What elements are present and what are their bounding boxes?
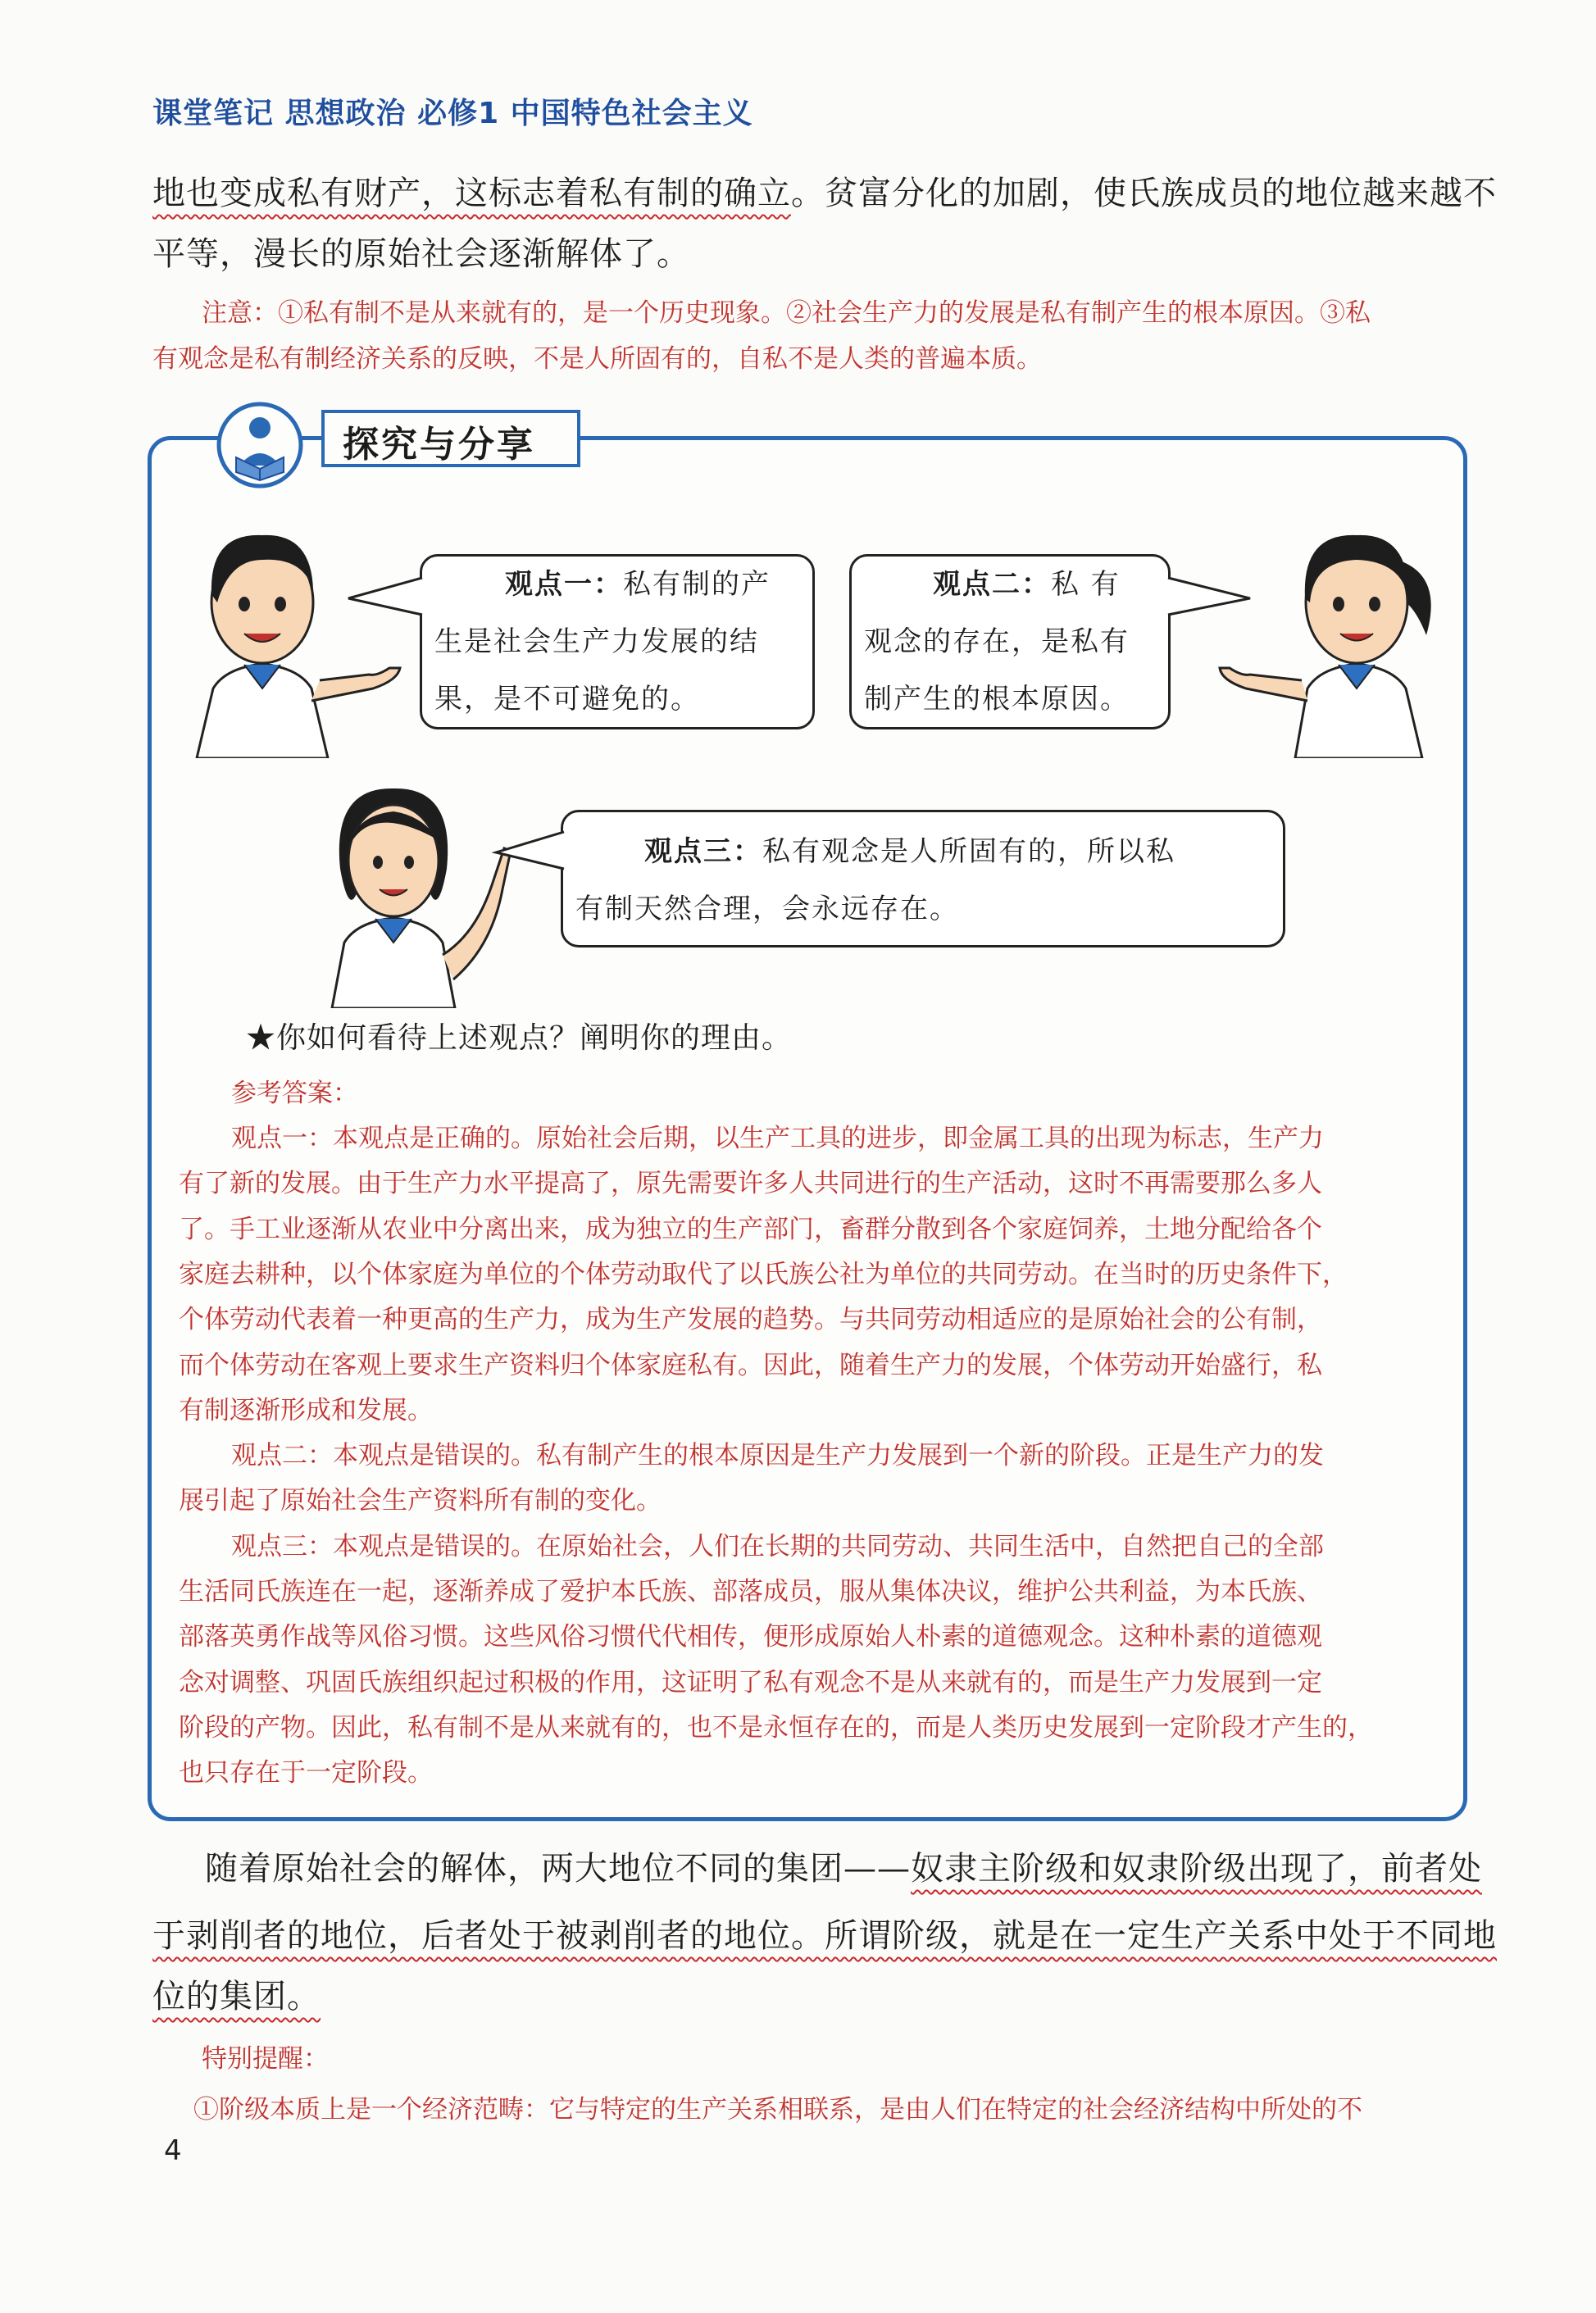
answer-line: 生活同氏族连在一起，逐渐养成了爱护本氏族、部落成员，服从集体决议，维护公共利益，为本氏族、 [179,1577,1322,1606]
bubble-3-pointer [492,828,567,877]
intro-text: 。贫富分化的加剧，使氏族成员的地位越来越不 [791,175,1497,212]
answer-line: 而个体劳动在客观上要求生产资料归个体家庭私有。因此，随着生产力的发展，个体劳动开始盛行，私 [179,1350,1322,1380]
viewpoint-2-label: 观点二： [933,568,1051,601]
answer-line: 观点三：本观点是错误的。在原始社会，人们在长期的共同劳动、共同生活中，自然把自己的全部 [231,1531,1324,1561]
inquiry-question: ★你如何看待上述观点？阐明你的理由。 [246,1021,793,1055]
viewpoint-1-text-1: 私有制的产 [623,568,771,601]
note-line-2: 有观念是私有制经济关系的反映，不是人所固有的，自私不是人类的普遍本质。 [152,344,1042,374]
answer-line: 个体劳动代表着一种更高的生产力，成为生产发展的趋势。与共同劳动相适应的是原始社会的公有制， [179,1305,1322,1335]
viewpoint-3-text-1: 私有观念是人所固有的，所以私 [762,835,1175,868]
viewpoint-1-line-3: 果，是不可避免的。 [434,683,700,716]
viewpoint-3-label: 观点三： [644,835,762,868]
answer-line: 也只存在于一定阶段。 [179,1758,433,1788]
running-header: 课堂笔记 思想政治 必修1 中国特色社会主义 [152,97,753,130]
conclusion-line-2: 于剥削者的地位，后者处于被剥削者的地位。所谓阶级，就是在一定生产关系中处于不同地 [152,1917,1497,1955]
conclusion-line-1 [205,1846,1482,1892]
viewpoint-2-line-1 [933,556,1121,613]
conclusion-underlined-1: 奴隶主阶级和奴隶阶级出现了，前者处 [911,1850,1482,1888]
answer-heading: 参考答案： [231,1079,358,1108]
viewpoint-2-line-3: 制产生的根本原因。 [864,683,1130,716]
viewpoint-1-line-1 [505,556,771,613]
viewpoint-2-line-2: 观念的存在，是私有 [864,625,1130,658]
intro-line-2: 平等，漫长的原始社会逐渐解体了。 [152,235,690,273]
reminder-heading: 特别提醒： [202,2044,329,2074]
conclusion-text: 随着原始社会的解体，两大地位不同的集团—— [205,1850,911,1888]
bubble-1-pointer [344,574,426,623]
inquiry-title: 探究与分享 [343,424,535,466]
answer-line: 有制逐渐形成和发展。 [179,1395,433,1425]
answer-line: 了。手工业逐渐从农业中分离出来，成为独立的生产部门，畜群分散到各个家庭饲养，土地分配给各个 [179,1214,1322,1244]
viewpoint-1-label: 观点一： [505,568,623,601]
girl-ponytail-illustration [1205,512,1443,758]
answer-line: 有了新的发展。由于生产力水平提高了，原先需要许多人共同进行的生产活动，这时不再需要那么多人 [179,1169,1322,1199]
intro-line-1 [152,170,1497,216]
viewpoint-1-line-2: 生是社会生产力发展的结 [434,625,759,658]
boy-illustration [180,512,410,758]
intro-underlined-text: 地也变成私有财产，这标志着私有制的确立 [152,175,791,212]
answer-line: 观点一：本观点是正确的。原始社会后期，以生产工具的进步，即金属工具的出现为标志，生产力 [231,1124,1324,1153]
girl-pointing-illustration [324,770,537,1008]
viewpoint-3-line-2: 有制天然合理，会永远存在。 [575,893,959,925]
conclusion-line-3: 位的集团。 [152,1978,321,2015]
reading-person-icon [215,400,305,490]
viewpoint-2-text-1: 私 有 [1051,568,1121,601]
answer-line: 阶段的产物。因此，私有制不是从来就有的，也不是永恒存在的，而是人类历史发展到一定阶段才产生的， [179,1712,1373,1743]
answer-line: 念对调整、巩固氏族组织起过积极的作用，这证明了私有观念不是从来就有的，而是生产力发展到一定 [179,1667,1322,1697]
answer-line: 展引起了原始社会生产资料所有制的变化。 [179,1486,662,1516]
reminder-line-1: ①阶级本质上是一个经济范畴：它与特定的生产关系相联系，是由人们在特定的社会经济结构中所处的不 [193,2095,1362,2124]
viewpoint-3-line-1 [644,823,1175,880]
answer-line: 家庭去耕种，以个体家庭为单位的个体劳动取代了以氏族公社为单位的共同劳动。在当时的历史条件下， [179,1259,1348,1289]
answer-line: 观点二：本观点是错误的。私有制产生的根本原因是生产力发展到一个新的阶段。正是生产力的发 [231,1441,1324,1471]
page-number: 4 [164,2134,182,2167]
note-line-1: 注意：①私有制不是从来就有的，是一个历史现象。②社会生产力的发展是私有制产生的根本原因。③私 [202,298,1371,328]
answer-line: 部落英勇作战等风俗习惯。这些风俗习惯代代相传，便形成原始人朴素的道德观念。这种朴素的道德观 [179,1622,1322,1652]
